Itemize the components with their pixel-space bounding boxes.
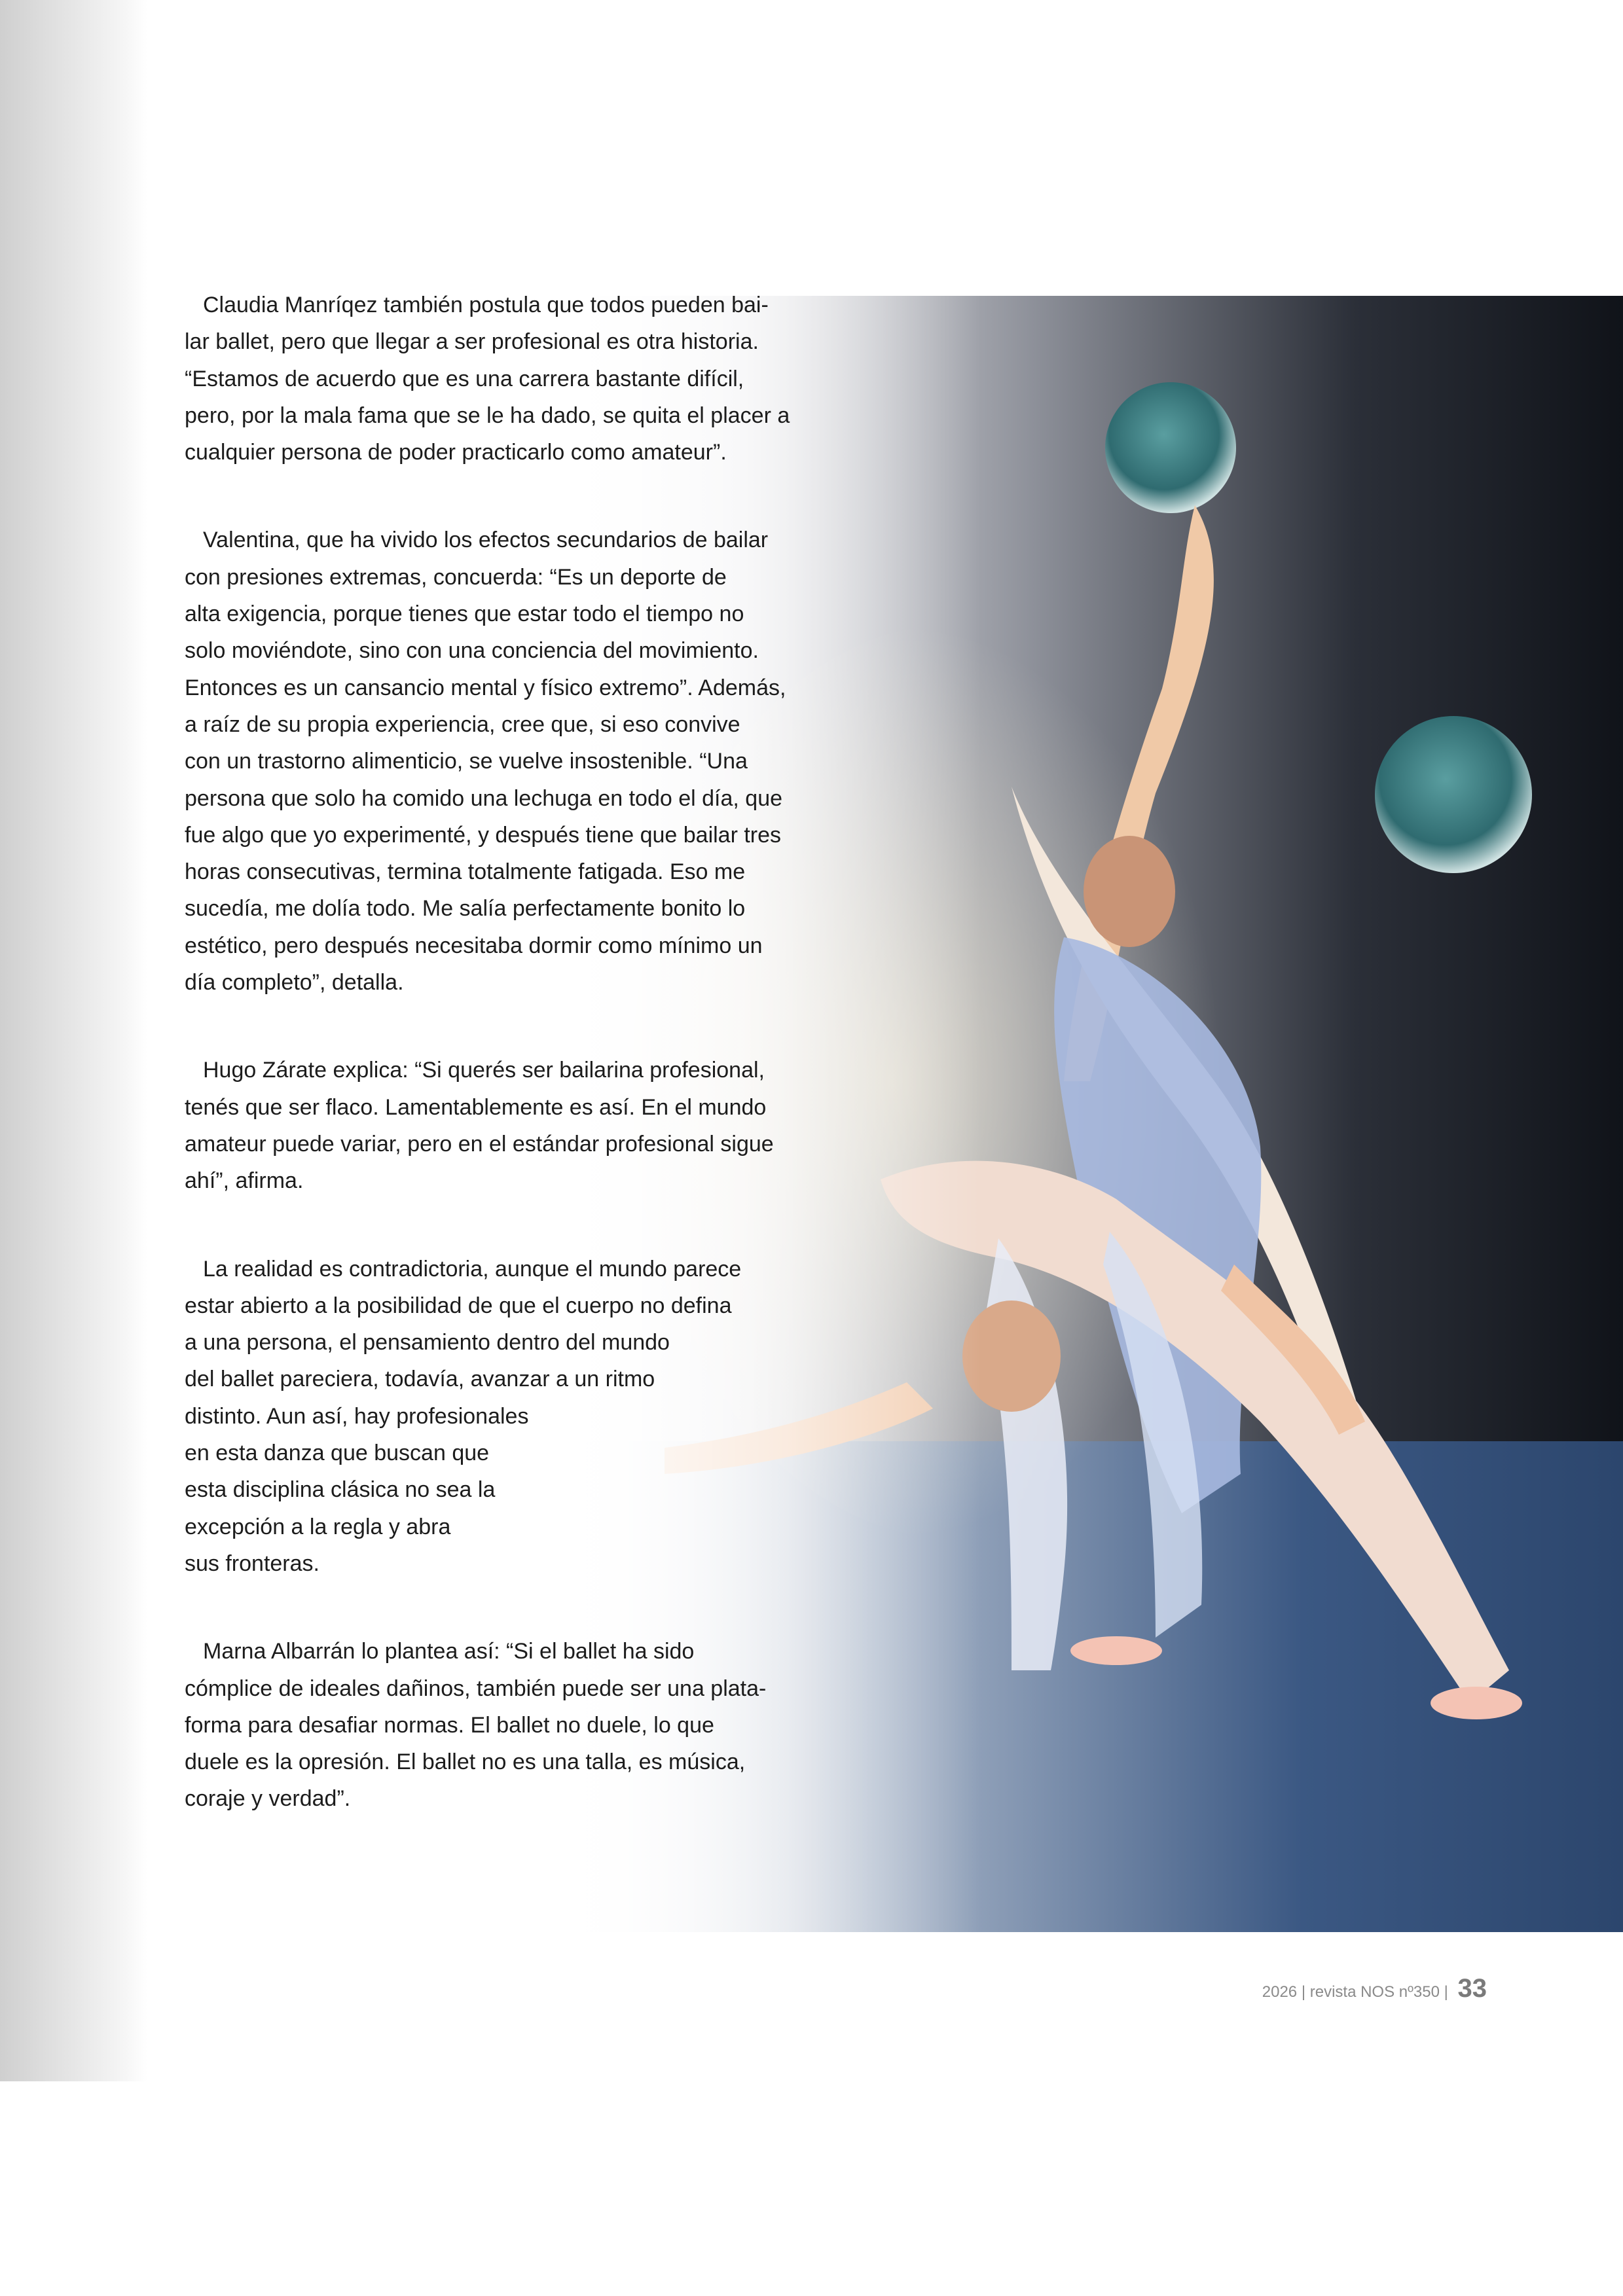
paragraph-claudia — [185, 287, 793, 471]
page-number: 33 — [1457, 1974, 1487, 2003]
paragraph-marna — [185, 1633, 793, 1817]
text-line: pero, por la mala fama que se le ha dado, se quita el placer a — [185, 403, 790, 428]
text-line: con presiones extremas, concuerda: “Es un deporte de — [185, 564, 727, 590]
text-line: solo moviéndote, sino con una conciencia del movimiento. — [185, 638, 759, 664]
text-line: fue algo que yo experimenté, y después tiene que bailar tres — [185, 822, 782, 848]
article-body — [185, 287, 793, 1869]
text-line: horas consecutivas, termina totalmente fatigada. Eso me — [185, 859, 746, 885]
text-line: sus fronteras. — [185, 1551, 319, 1576]
text-line: del ballet pareciera, todavía, avanzar a un ritmo — [185, 1367, 655, 1392]
text-line: con un trastorno alimenticio, se vuelve insostenible. “Una — [185, 749, 748, 774]
text-line: día completo”, detalla. — [185, 970, 404, 996]
text-line: estético, pero después necesitaba dormir como mínimo un — [185, 933, 763, 958]
text-line: esta disciplina clásica no sea la — [185, 1477, 496, 1503]
text-line: amateur puede variar, pero en el estándar profesional sigue — [185, 1131, 774, 1157]
text-line: cómplice de ideales dañinos, también puede ser una plata- — [185, 1676, 767, 1701]
text-line: cualquier persona de poder practicarlo como amateur”. — [185, 440, 727, 465]
page-footer — [1262, 1974, 1487, 2003]
text-line: lar ballet, pero que llegar a ser profesional es otra historia. — [185, 329, 759, 355]
paragraph-hugo — [185, 1052, 793, 1199]
text-line: a una persona, el pensamiento dentro del mundo — [185, 1330, 670, 1355]
text-line: Entonces es un cansancio mental y físico extremo”. Además, — [185, 675, 786, 700]
text-line: en esta danza que buscan que — [185, 1441, 490, 1466]
text-line: Valentina, que ha vivido los efectos secundarios de bailar — [203, 528, 769, 553]
text-line: alta exigencia, porque tienes que estar todo el tiempo no — [185, 601, 744, 627]
page-spine-shadow — [0, 0, 147, 2081]
text-line: a raíz de su propia experiencia, cree que, si eso convive — [185, 711, 740, 737]
text-line: forma para desafiar normas. El ballet no duele, lo que — [185, 1712, 714, 1738]
text-line: Claudia Manríqez también postula que todos pueden bai- — [203, 293, 769, 317]
text-line: Marna Albarrán lo plantea así: “Si el ballet ha sido — [203, 1639, 695, 1664]
text-line: “Estamos de acuerdo que es una carrera bastante difícil, — [185, 366, 744, 391]
paragraph-valentina — [185, 522, 793, 1001]
paragraph-realidad — [185, 1251, 793, 1583]
text-line: persona que solo ha comido una lechuga en todo el día, que — [185, 785, 783, 811]
text-line: excepción a la regla y abra — [185, 1514, 451, 1539]
text-line: Hugo Zárate explica: “Si querés ser bailarina profesional, — [203, 1058, 765, 1083]
text-line: duele es la opresión. El ballet no es una talla, es música, — [185, 1749, 746, 1775]
text-line: sucedía, me dolía todo. Me salía perfectamente bonito lo — [185, 896, 746, 922]
text-line: tenés que ser flaco. Lamentablemente es así. En el mundo — [185, 1094, 767, 1120]
footer-publication: 2026 | revista NOS nº350 | — [1262, 1983, 1448, 2001]
text-line: ahí”, afirma. — [185, 1168, 304, 1194]
text-line: estar abierto a la posibilidad de que el cuerpo no defina — [185, 1293, 732, 1318]
text-line: La realidad es contradictoria, aunque el mundo parece — [203, 1256, 742, 1282]
text-line: coraje y verdad”. — [185, 1786, 351, 1812]
text-line: distinto. Aun así, hay profesionales — [185, 1403, 529, 1429]
